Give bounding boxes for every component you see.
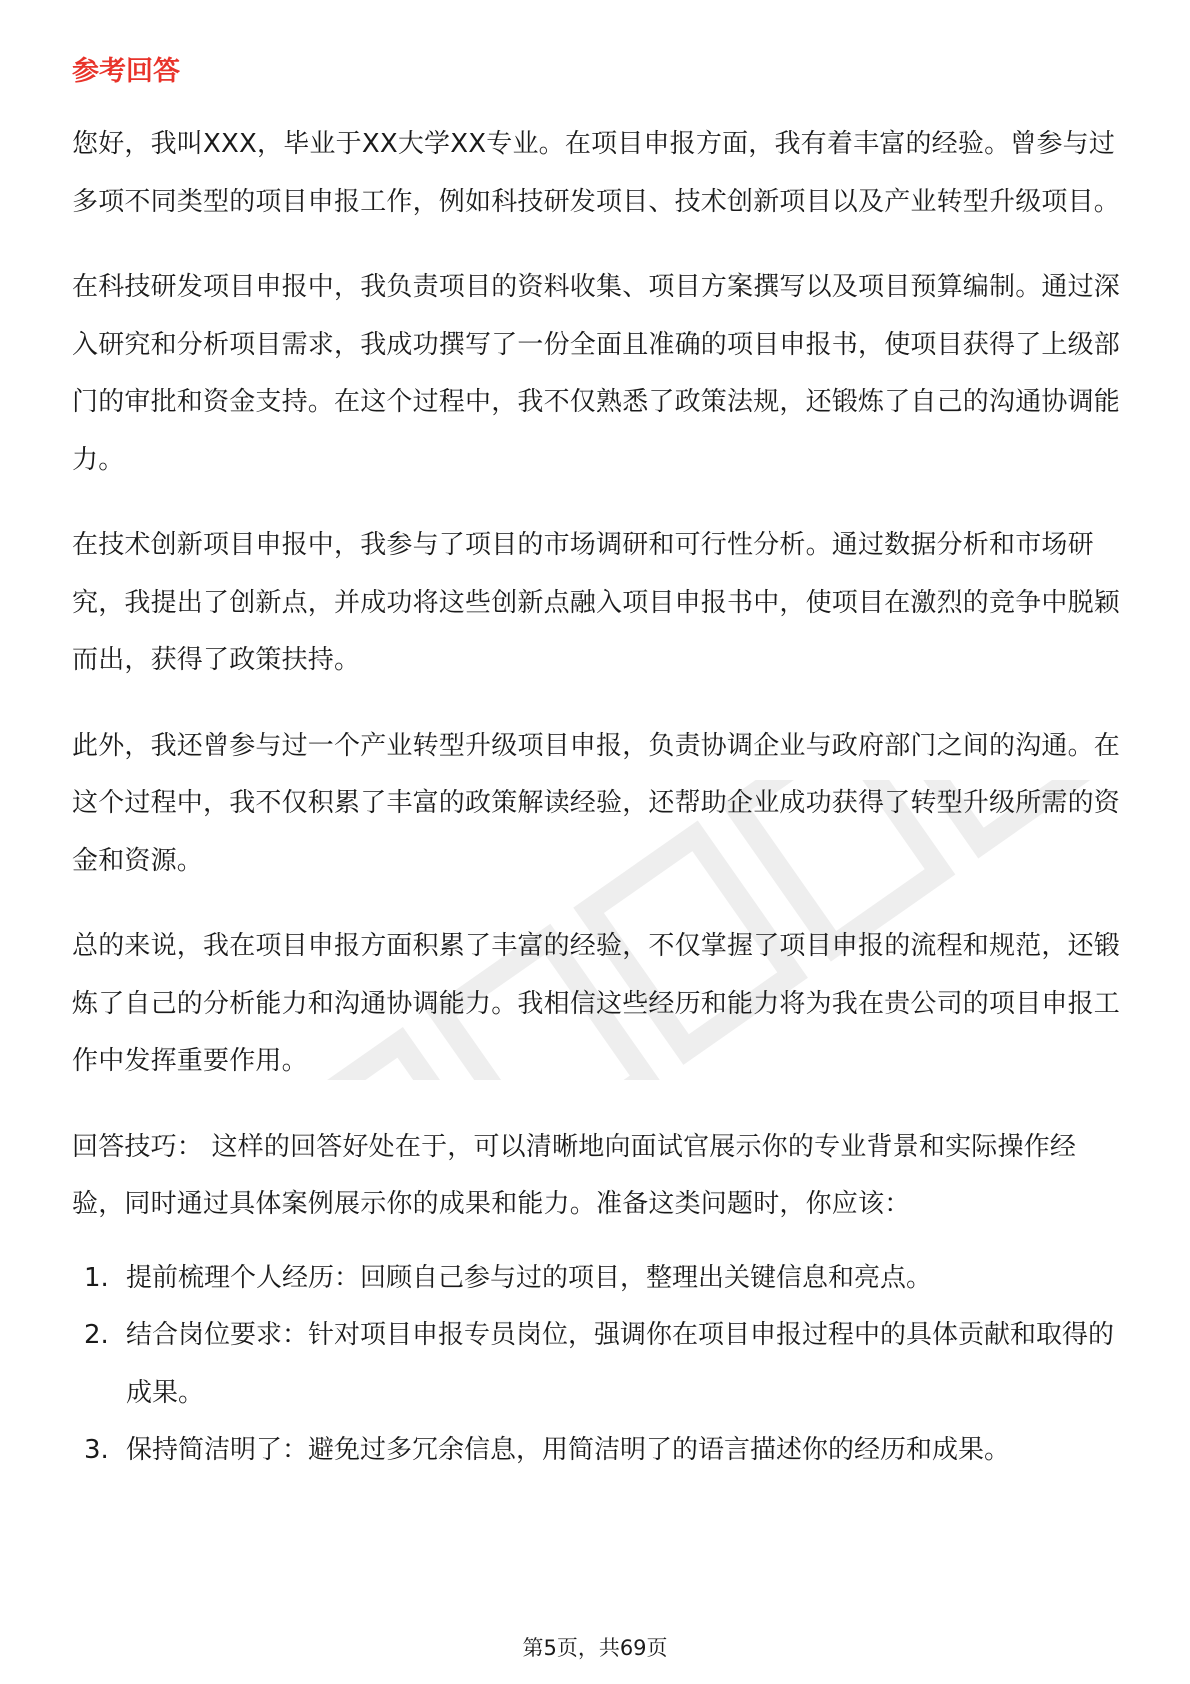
list-item	[72, 1422, 1122, 1480]
list-item	[72, 1307, 1122, 1422]
list-item	[72, 1250, 1122, 1308]
page-number-footer: 第5页，共69页	[522, 1636, 668, 1660]
list-item-text: 结合岗位要求：针对项目申报专员岗位，强调你在项目申报过程中的具体贡献和取得的成果。	[126, 1320, 1115, 1408]
answer-paragraph: 在科技研发项目申报中，我负责项目的资料收集、项目方案撰写以及项目预算编制。通过深入研究和分析项目需求，我成功撰写了一份全面且准确的项目申报书，使项目获得了上级部门的审批和资金支持。在这个过程中，我不仅熟悉了政策法规，还锻炼了自己的沟通协调能力。	[72, 272, 1121, 475]
list-item-number: 3.	[84, 1435, 109, 1465]
list-item-text: 保持简洁明了：避免过多冗余信息，用简洁明了的语言描述你的经历和成果。	[126, 1435, 1011, 1465]
body-content	[72, 116, 1122, 1480]
tips-list	[72, 1250, 1122, 1480]
tips-paragraph: 回答技巧： 这样的回答好处在于，可以清晰地向面试官展示你的专业背景和实际操作经验，同时通过具体案例展示你的成果和能力。准备这类问题时，你应该：	[72, 1131, 1077, 1219]
answer-paragraph: 此外，我还曾参与过一个产业转型升级项目申报，负责协调企业与政府部门之间的沟通。在这个过程中，我不仅积累了丰富的政策解读经验，还帮助企业成功获得了转型升级所需的资金和资源。	[72, 730, 1121, 876]
answer-paragraph: 总的来说，我在项目申报方面积累了丰富的经验，不仅掌握了项目申报的流程和规范，还锻炼了自己的分析能力和沟通协调能力。我相信这些经历和能力将为我在贵公司的项目申报工作中发挥重要作用。	[72, 931, 1121, 1076]
section-heading: 参考回答	[72, 56, 180, 87]
answer-paragraph: 在技术创新项目申报中，我参与了项目的市场调研和可行性分析。通过数据分析和市场研究，我提出了创新点，并成功将这些创新点融入项目申报书中，使项目在激烈的竞争中脱颖而出，获得了政策扶持。	[72, 530, 1121, 675]
list-item-number: 2.	[84, 1320, 109, 1350]
list-item-text: 提前梳理个人经历：回顾自己参与过的项目，整理出关键信息和亮点。	[126, 1262, 933, 1293]
answer-paragraph: 您好，我叫XXX，毕业于XX大学XX专业。在项目申报方面，我有着丰富的经验。曾参与过多项不同类型的项目申报工作，例如科技研发项目、技术创新项目以及产业转型升级项目。	[72, 129, 1121, 217]
list-item-number: 1.	[84, 1262, 109, 1293]
